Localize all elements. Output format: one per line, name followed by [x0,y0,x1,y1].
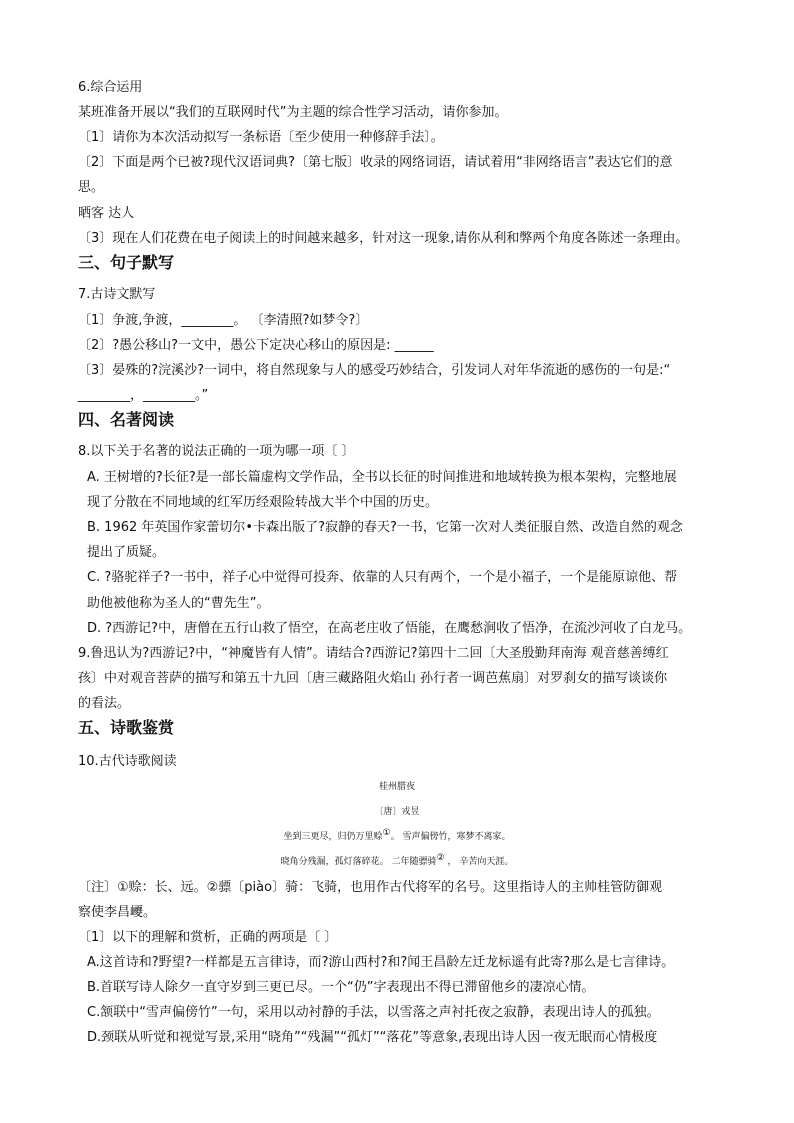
question-10-option-a: A.这首诗和?野望?一样都是五言律诗，而?游山西村?和?闻王昌龄左迁龙标遥有此寄?那么是七言律诗。 [87,955,675,970]
question-9-stem-cont: 孩〕中对观音菩萨的描写和第五十九回〔唐三藏路阻火焰山 孙行者一调芭蕉扇〕对罗刹女的描写谈谈你 [78,671,668,686]
question-7-part-1: 〔1〕争渡,争渡，________。 〔李清照?如梦令?〕 [78,313,369,328]
question-10-option-d: D.颈联从听觉和视觉写景,采用“晓角”“残漏”“孤灯”“落花”等意象,表现出诗人因一夜无眠而心情极度 [87,1030,658,1045]
note-marker-1: ① [382,828,391,838]
question-9-stem: 9.鲁迅认为?西游记?中，“神魔皆有人情”。请结合?西游记?第四十二回〔大圣殷勤拜南海 观音慈善缚红 [78,646,669,661]
question-6-part-2-cont: 思。 [78,180,105,195]
question-7-number: 7.古诗文默写 [78,287,156,302]
question-8-option-c-cont: 助他被他称为圣人的“曹先生”。 [87,596,270,611]
question-8-option-a: A. 王树增的?长征?是一部长篇虚构文学作品，全书以长征的时间推进和地域转换为根本架构，完整地展 [87,470,677,485]
question-10-number: 10.古代诗歌阅读 [78,754,177,769]
question-7-part-3-blanks: ________，________。” [78,388,209,403]
question-8-stem: 8.以下关于名著的说法正确的一项为哪一项〔 〕 [78,444,355,459]
question-6-part-2: 〔2〕下面是两个已被?现代汉语词典?〔第七版〕收录的网络词语，请试着用“非网络语言”表达它们的意 [78,155,673,170]
question-8-option-a-cont: 现了分散在不同地域的红军历经艰险转战大半个中国的历史。 [87,495,439,510]
question-8-option-b: B. 1962 年英国作家蕾切尔•卡森出版了?寂静的春天?一书，它第一次对人类征服自然、改造自然的观念 [87,520,683,535]
question-9-stem-end: 的看法。 [78,696,131,711]
section-heading-4: 四、名著阅读 [78,410,175,429]
question-8-option-c: C. ?骆驼祥子?一书中，祥子心中觉得可投奔、依靠的人只有两个，一个是小福子，一个是能原谅他、帮 [87,570,678,585]
question-6-number: 6.综合运用 [78,80,143,95]
section-heading-3: 三、句子默写 [78,253,175,272]
network-words: 晒客 达人 [78,206,135,221]
question-6-intro: 某班准备开展以“我们的互联网时代”为主题的综合性学习活动，请你参加。 [78,105,508,120]
note-marker-2: ② [436,853,445,863]
question-7-part-3: 〔3〕晏殊的?浣溪沙?一词中，将自然现象与人的感受巧妙结合，引发词人对年华流逝的感伤的一句是:“ [78,363,671,378]
poem-notes-cont: 察使李昌巎。 [78,905,157,920]
question-7-part-2: 〔2〕?愚公移山?一文中，愚公下定决心移山的原因是: ______ [78,338,434,353]
poem-title: 桂州腊夜 [378,782,415,792]
question-10-part-1: 〔1〕以下的理解和赏析，正确的两项是〔 〕 [78,930,338,945]
question-8-option-b-cont: 提出了质疑。 [87,545,166,560]
poem-author: 〔唐〕戎昱 [374,807,420,817]
question-6-part-3: 〔3〕现在人们花费在电子阅读上的时间越来越多，针对这一现象,请你从利和弊两个角度各陈述一条理由。 [78,231,689,246]
poem-line-2: 晓角分残漏，孤灯落碎花。 二年随骠骑② ， 辛苦向天涯。 [280,853,514,867]
question-10-option-c: C.颔联中“雪声偏傍竹”一句，采用以动衬静的手法，以雪落之声衬托夜之寂静，表现出诗人的孤独。 [87,1005,660,1020]
poem-notes: 〔注〕①赊：长、远。②骠〔piào〕骑：飞骑，也用作古代将军的名号。这里指诗人的主帅桂管防御观 [78,880,663,895]
question-10-option-b: B.首联写诗人除夕一直守岁到三更已尽。一个“仍”字表现出不得已滞留他乡的凄凉心情。 [87,980,595,995]
poem-line-1: 坐到三更尽，归仍万里赊①。 雪声偏傍竹，寒梦不离家。 [283,828,511,842]
question-8-option-d: D. ?西游记?中，唐僧在五行山救了悟空，在高老庄收了悟能，在鹰愁涧收了悟净，在流沙河收了白龙马。 [87,621,692,636]
question-6-part-1: 〔1〕请你为本次活动拟写一条标语〔至少使用一种修辞手法〕。 [78,130,444,145]
section-heading-5: 五、诗歌鉴赏 [78,718,175,737]
